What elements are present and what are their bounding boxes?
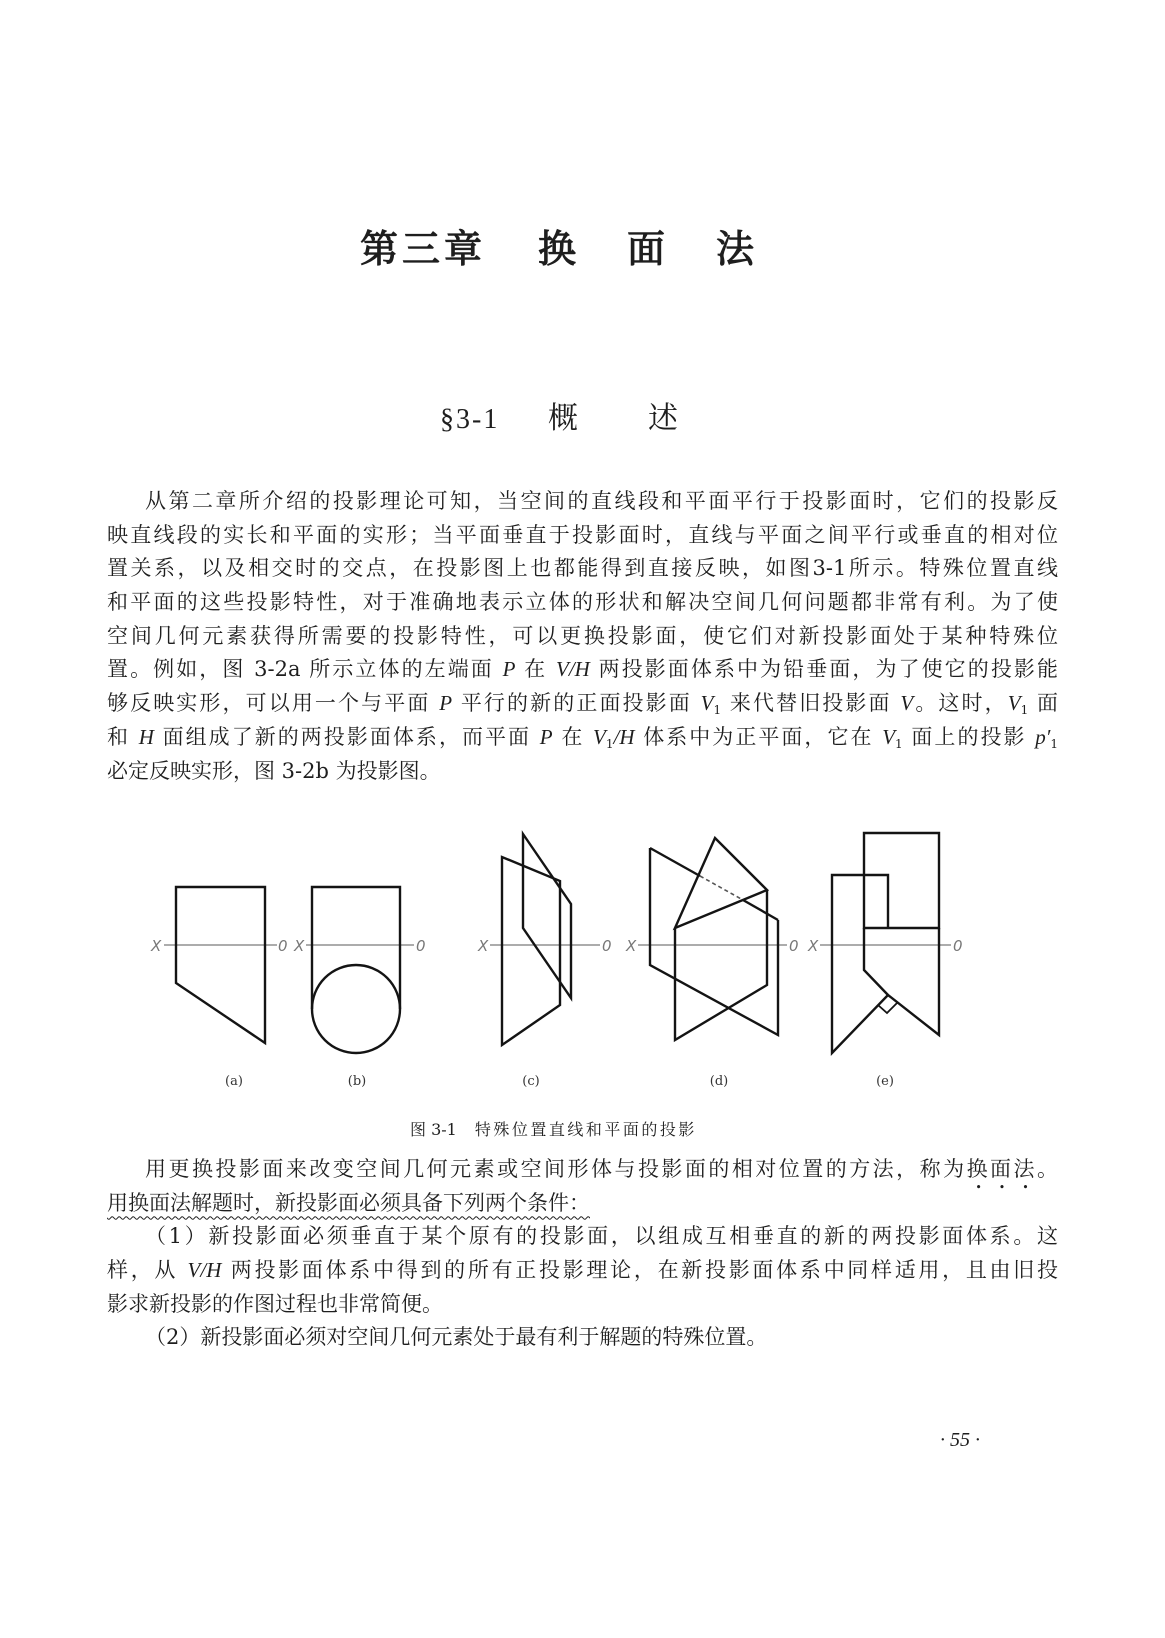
text-run: （2）新投影面必须对空间几何元素处于最有利于解题的特殊位置。 xyxy=(145,1325,768,1350)
math-variable: P xyxy=(502,657,516,682)
axis-label-x: X xyxy=(808,937,819,955)
panel-label: (e) xyxy=(876,1074,894,1089)
text-run: 影求新投影的作图过程也非常简便。 xyxy=(107,1291,443,1316)
text-run: 够反映实形，可以用一个与平面 xyxy=(107,691,440,716)
panel-label: (b) xyxy=(347,1074,367,1089)
text-run: 置。例如，图 3-2a 所示立体的左端面 xyxy=(107,657,503,682)
axis-label-x: X xyxy=(294,937,305,955)
text-run: 用换面法解题时，新投影面必须具备下列两个条件： xyxy=(107,1190,590,1215)
math-variable: P xyxy=(439,691,453,716)
text-line xyxy=(107,1220,1058,1254)
math-variable: V xyxy=(1007,691,1021,716)
subscript: 1 xyxy=(1020,703,1029,718)
text-run: 从第二章所介绍的投影理论可知，当空间的直线段和平面平行于投影面时，它们的投影反 xyxy=(145,489,1058,513)
text-line xyxy=(107,687,1058,721)
text-run: 在 xyxy=(515,657,557,682)
math-variable: V xyxy=(700,691,714,716)
paragraph-definition xyxy=(107,1153,1058,1220)
text-run: 映直线段的实长和平面的实形；当平面垂直于投影面时，直线与平面之间平行或垂直的相对位 xyxy=(107,522,1058,547)
text-run: 。 xyxy=(1037,1157,1058,1181)
page-number: · 55 · xyxy=(940,1429,980,1451)
hidden-edge xyxy=(700,876,743,900)
paragraph-condition-2 xyxy=(107,1321,1058,1355)
text-run: 面 xyxy=(1028,691,1058,716)
text-run: 在 xyxy=(552,724,594,749)
math-variable: /H xyxy=(613,724,635,749)
axis-label-origin: 0 xyxy=(278,937,288,955)
text-line xyxy=(107,485,1058,519)
right-angle-mark xyxy=(878,1003,897,1013)
figure-caption xyxy=(410,1119,697,1141)
subscript: 1 xyxy=(713,703,722,718)
text-line xyxy=(107,1153,1058,1187)
text-line xyxy=(107,1288,1058,1322)
emphasized-term: 换面法 xyxy=(966,1157,1037,1181)
plane-edge xyxy=(864,928,888,995)
text-line xyxy=(107,519,1058,553)
figure-panel-b xyxy=(293,887,426,1089)
plane-projection xyxy=(176,887,265,1043)
wavy-underlined-text xyxy=(107,1191,590,1215)
text-line xyxy=(107,653,1058,687)
subscript: 1 xyxy=(1050,736,1058,751)
text-run: 两投影面体系中得到的所有正投影理论，在新投影面体系中同样适用，且由旧投 xyxy=(221,1258,1058,1283)
text-run: 和 xyxy=(107,724,139,749)
plane-projection-lower xyxy=(502,857,560,1045)
math-variable: V xyxy=(882,724,896,749)
axis-label-origin: 0 xyxy=(953,937,963,955)
figure-panel-d xyxy=(625,838,799,1089)
panel-label: (d) xyxy=(709,1074,729,1089)
paragraph-condition-1 xyxy=(107,1220,1058,1321)
text-line xyxy=(107,721,1058,755)
text-line xyxy=(107,1187,1058,1221)
text-run: 和平面的这些投影特性，对于准确地表示立体的形状和解决空间几何问题都非常有利。为了使 xyxy=(107,590,1058,615)
figure-caption-text: 特殊位置直线和平面的投影 xyxy=(474,1120,697,1139)
text-run: 样，从 xyxy=(107,1258,188,1283)
plane-edge xyxy=(743,900,778,920)
paragraphs-conditions xyxy=(107,1153,1058,1355)
text-run: 来代替旧投影面 xyxy=(721,691,901,716)
text-line xyxy=(107,1321,1058,1355)
square-projection xyxy=(864,833,939,928)
figure-panel-e xyxy=(807,833,963,1089)
chapter-number: 第三章 xyxy=(360,227,487,271)
figure-number: 图 3-1 xyxy=(410,1120,457,1139)
axis-label-x: X xyxy=(626,937,637,955)
subscript: 1 xyxy=(895,736,903,751)
triangle-projection xyxy=(675,838,767,928)
text-run: 。这时， xyxy=(913,691,1008,716)
text-run: 用更换投影面来改变空间几何元素或空间形体与投影面的相对位置的方法，称为 xyxy=(145,1157,967,1181)
panel-label: (c) xyxy=(522,1074,540,1089)
text-line xyxy=(107,1254,1058,1288)
plane-edge xyxy=(650,848,700,876)
panel-label: (a) xyxy=(225,1074,243,1089)
triangle-horizontal-projection xyxy=(675,890,767,1040)
axis-label-origin: 0 xyxy=(789,937,799,955)
axis-label-origin: 0 xyxy=(416,937,426,955)
math-variable: V/H xyxy=(187,1258,222,1283)
text-run: （1）新投影面必须垂直于某个原有的投影面，以组成互相垂直的新的两投影面体系。这 xyxy=(145,1224,1058,1249)
math-variable: H xyxy=(138,724,154,749)
text-line xyxy=(107,552,1058,586)
math-variable: p′ xyxy=(1035,724,1051,749)
figure-panel-c xyxy=(477,834,612,1089)
plane-projection-upper xyxy=(523,834,571,998)
axis-label-x: X xyxy=(151,937,162,955)
text-line xyxy=(107,755,1058,789)
math-variable: V xyxy=(593,724,606,749)
section-title: 概述 xyxy=(548,401,748,436)
figure-panel-a xyxy=(150,887,288,1089)
text-run: 平行的新的正面投影面 xyxy=(452,691,701,716)
chapter-title: 换面法 xyxy=(538,227,806,271)
text-line xyxy=(107,586,1058,620)
figure-3-1 xyxy=(120,820,1000,1100)
axis-label-x: X xyxy=(478,937,489,955)
text-run: 面上的投影 xyxy=(902,724,1036,749)
plane-projection xyxy=(650,848,778,1035)
text-run: 置关系，以及相交时的交点，在投影图上也都能得到直接反映，如图3-1所示。特殊位置直线 xyxy=(107,556,1058,581)
text-run: 体系中为正平面，它在 xyxy=(634,724,883,749)
text-run: 必定反映实形，图 3-2b 为投影图。 xyxy=(107,758,441,783)
text-line xyxy=(107,620,1058,654)
plane-projection xyxy=(832,875,939,1053)
plane-projection xyxy=(312,887,400,1009)
subscript: 1 xyxy=(605,736,614,751)
math-variable: P xyxy=(539,724,553,749)
text-run: 两投影面体系中为铅垂面，为了使它的投影能 xyxy=(589,657,1058,682)
paragraph-overview xyxy=(107,485,1058,788)
section-number: §3-1 xyxy=(440,404,500,435)
math-variable: V xyxy=(900,691,914,716)
axis-label-origin: 0 xyxy=(602,937,612,955)
circle-projection xyxy=(312,965,400,1053)
text-run: 面组成了新的两投影面体系，而平面 xyxy=(153,724,540,749)
text-run: 空间几何元素获得所需要的投影特性，可以更换投影面，使它们对新投影面处于某种特殊位 xyxy=(107,623,1058,648)
math-variable: V/H xyxy=(556,657,590,682)
